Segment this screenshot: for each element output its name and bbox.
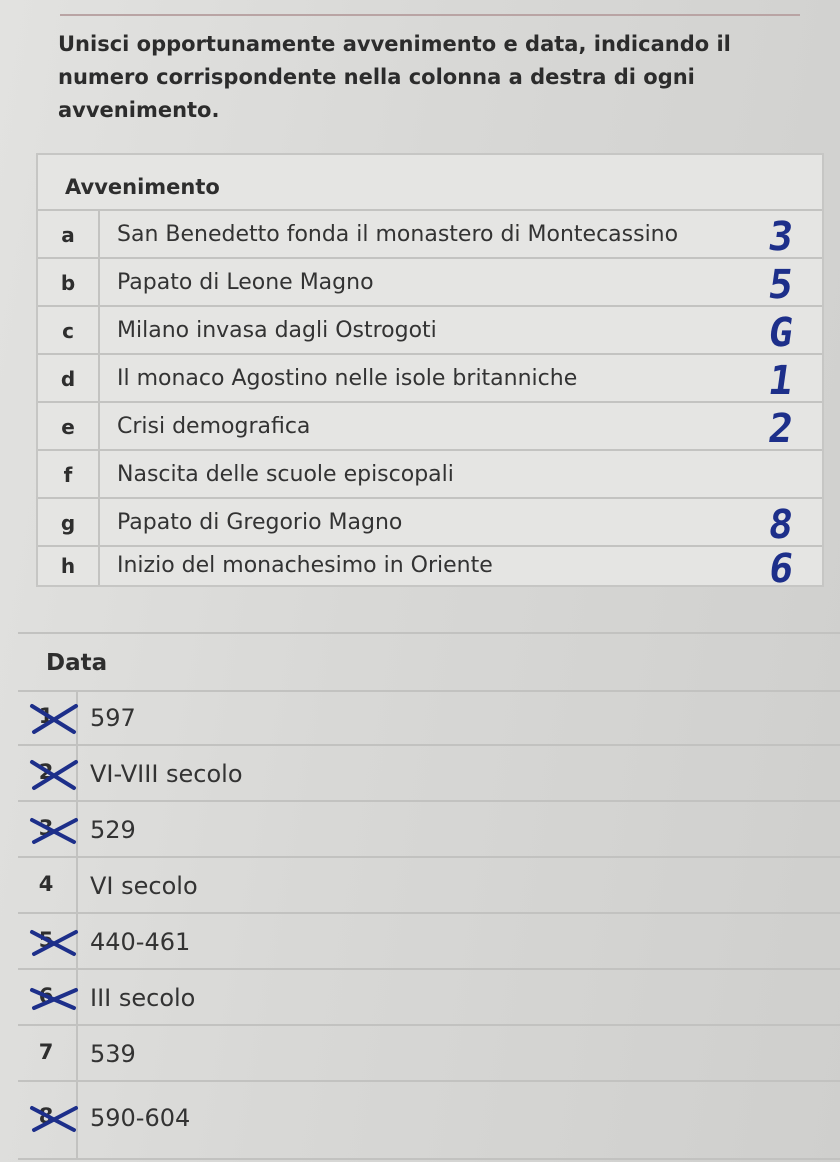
handwritten-answer[interactable]: 3 bbox=[765, 214, 796, 260]
date-value: III secolo bbox=[90, 984, 196, 1012]
event-letter: b bbox=[38, 259, 100, 307]
dates-table bbox=[18, 632, 840, 1162]
date-value: 440-461 bbox=[90, 928, 191, 956]
event-letter: d bbox=[38, 355, 100, 403]
date-value: VI secolo bbox=[90, 872, 198, 900]
event-row bbox=[38, 353, 822, 403]
divider bbox=[18, 1024, 840, 1026]
events-table bbox=[36, 153, 824, 592]
handwritten-answer[interactable]: 5 bbox=[765, 262, 796, 308]
event-text: Inizio del monachesimo in Oriente bbox=[117, 553, 493, 578]
events-heading: Avvenimento bbox=[65, 175, 220, 199]
event-letter: h bbox=[38, 547, 100, 585]
event-text: Papato di Gregorio Magno bbox=[117, 510, 403, 535]
event-letter: c bbox=[38, 307, 100, 355]
event-text: San Benedetto fonda il monastero di Montecassino bbox=[117, 222, 679, 247]
date-number: 5 bbox=[38, 928, 54, 952]
date-number: 3 bbox=[38, 816, 54, 840]
handwritten-answer[interactable]: 6 bbox=[766, 546, 797, 592]
top-rule bbox=[60, 14, 800, 16]
event-letter: g bbox=[38, 499, 100, 547]
event-text: Papato di Leone Magno bbox=[117, 270, 374, 295]
divider bbox=[18, 800, 840, 802]
event-text: Milano invasa dagli Ostrogoti bbox=[117, 318, 437, 343]
divider bbox=[18, 968, 840, 970]
date-value: 529 bbox=[90, 816, 136, 844]
divider bbox=[18, 912, 840, 914]
event-text: Crisi demografica bbox=[117, 414, 311, 439]
divider bbox=[18, 690, 840, 692]
event-row bbox=[38, 401, 822, 451]
event-letter: e bbox=[38, 403, 100, 451]
date-number: 8 bbox=[38, 1104, 54, 1128]
handwritten-answer[interactable]: G bbox=[765, 310, 796, 356]
event-row bbox=[38, 305, 822, 355]
handwritten-answer[interactable]: 2 bbox=[765, 406, 796, 452]
column-divider bbox=[76, 690, 78, 1160]
event-row bbox=[38, 497, 822, 547]
date-value: VI-VIII secolo bbox=[90, 760, 243, 788]
date-number: 6 bbox=[38, 984, 54, 1008]
event-text: Il monaco Agostino nelle isole britanniche bbox=[117, 366, 578, 391]
date-number: 2 bbox=[38, 760, 54, 784]
instruction-text: Unisci opportunamente avvenimento e data, indicando il numero corrispondente nella colonna a destra di ogni avvenimento. bbox=[58, 32, 731, 122]
event-row bbox=[38, 209, 822, 259]
handwritten-answer[interactable] bbox=[753, 451, 810, 499]
divider bbox=[18, 744, 840, 746]
event-letter: a bbox=[38, 211, 100, 259]
date-value: 539 bbox=[90, 1040, 136, 1068]
date-number: 1 bbox=[38, 704, 54, 728]
event-row bbox=[38, 545, 822, 592]
divider bbox=[18, 1158, 840, 1160]
date-value: 590-604 bbox=[90, 1104, 191, 1132]
divider bbox=[18, 856, 840, 858]
date-number: 7 bbox=[38, 1040, 54, 1064]
date-number: 4 bbox=[38, 872, 54, 896]
date-value: 597 bbox=[90, 704, 136, 732]
handwritten-answer[interactable]: 8 bbox=[765, 502, 796, 548]
divider bbox=[18, 632, 840, 634]
handwritten-answer[interactable]: 1 bbox=[765, 358, 796, 404]
divider bbox=[18, 1080, 840, 1082]
event-row bbox=[38, 449, 822, 499]
event-row bbox=[38, 257, 822, 307]
event-letter: f bbox=[38, 451, 100, 499]
dates-heading: Data bbox=[46, 650, 108, 676]
event-text: Nascita delle scuole episcopali bbox=[117, 462, 454, 487]
